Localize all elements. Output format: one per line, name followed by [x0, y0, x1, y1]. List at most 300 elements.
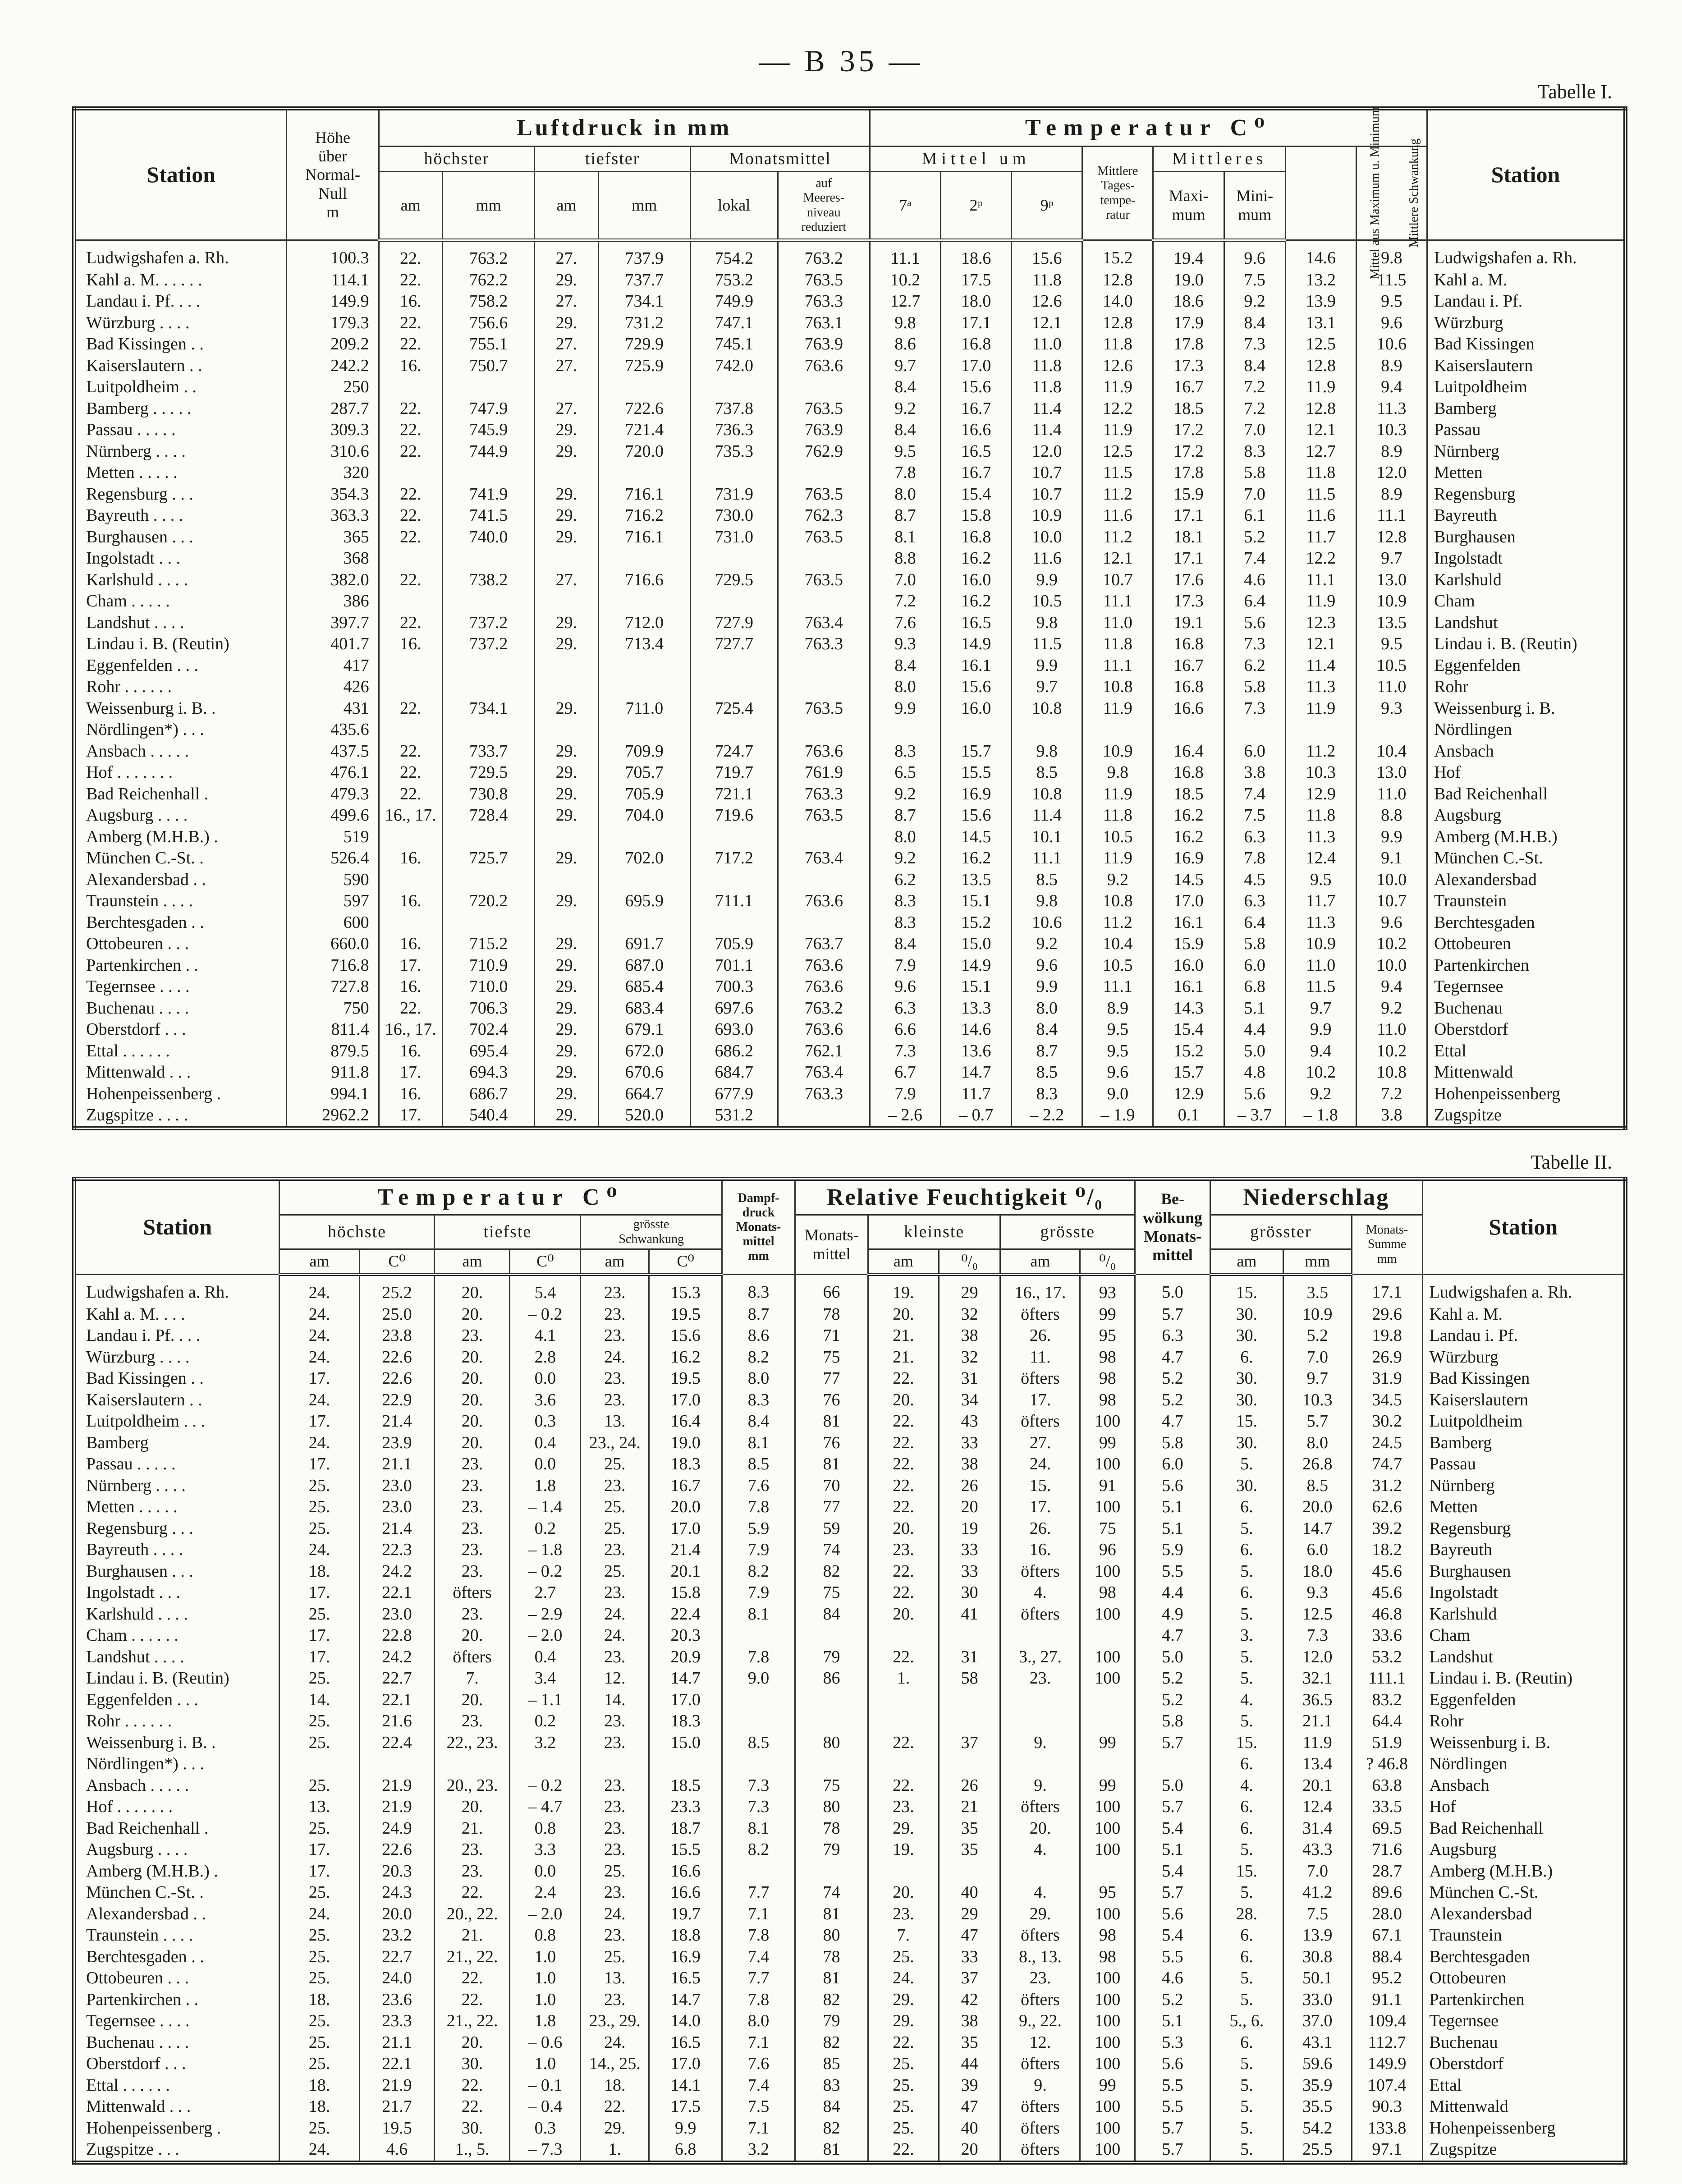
cell-mm: 762.9: [778, 441, 870, 463]
cell-ga2: 29.: [1000, 1904, 1080, 1925]
cell-hm: [442, 912, 534, 934]
cell-ga: 25.: [581, 1518, 649, 1540]
table-row: [74, 1946, 1626, 1968]
cell-t2: 15.6: [941, 805, 1012, 826]
cell-mn: 7.5: [1224, 270, 1285, 291]
cell-s: Ettal . . . . . .: [74, 2075, 280, 2097]
cell-gc: 17.0: [649, 1518, 722, 1540]
cell-ga: 24.: [581, 2032, 649, 2054]
cell-ka: [868, 1711, 939, 1732]
cell-gp: 99: [1080, 1732, 1135, 1754]
cell-mm: 763.2: [778, 998, 870, 1019]
cell-s: Kahl a. M. . . .: [74, 1304, 280, 1326]
cell-ta: 23.: [435, 1454, 510, 1475]
cell-h: 435.6: [287, 719, 379, 741]
cell-ta: 23.: [435, 1839, 510, 1861]
cell-ns: 34.5: [1352, 1390, 1422, 1411]
cell-dd: 8.1: [722, 1604, 795, 1625]
cell-t9: 11.5: [1012, 633, 1082, 655]
cell-s2: Buchenau: [1422, 2032, 1625, 2054]
cell-gp: 100: [1080, 1561, 1135, 1583]
cell-bw: 4.9: [1135, 1604, 1210, 1625]
cell-tm: [598, 676, 690, 698]
cell-mn: 5.8: [1224, 933, 1285, 955]
cell-fm: 81: [795, 1968, 868, 1989]
cell-ma: 14.6: [1285, 240, 1356, 270]
cell-s2: Hohenpeissenberg: [1427, 1083, 1625, 1105]
cell-ha: 22.: [379, 784, 442, 805]
cell-ns: 45.6: [1352, 1561, 1422, 1583]
cell-bw: 5.2: [1135, 1390, 1210, 1411]
cell-ka: 25.: [868, 2096, 939, 2118]
cell-kp: 31: [939, 1368, 1000, 1390]
cell-na: 15.: [1210, 1732, 1283, 1754]
cell-ma: 10.3: [1285, 762, 1356, 784]
table-row: [74, 869, 1626, 891]
cell-ga: 24.: [581, 1904, 649, 1925]
cell-ta: 20.: [435, 1689, 510, 1711]
cell-ns: 39.2: [1352, 1518, 1422, 1540]
cell-ma: – 1.8: [1285, 1105, 1356, 1128]
cell-t2: 16.9: [941, 784, 1012, 805]
cell-ta: 29.: [535, 955, 598, 977]
cell-mx: 16.8: [1153, 676, 1224, 698]
cell-na: 5.: [1210, 2139, 1283, 2162]
table-row: [74, 1861, 1626, 1882]
cell-tg: 10.4: [1082, 933, 1153, 955]
cell-ga2: 4.: [1000, 1839, 1080, 1861]
cell-gc: 14.1: [649, 2075, 722, 2097]
cell-hm: [442, 676, 534, 698]
tiefster-am-header: am: [535, 172, 598, 240]
cell-bw: 5.8: [1135, 1432, 1210, 1454]
cell-tc: 2.4: [510, 1882, 581, 1904]
cell-t2: 16.6: [941, 419, 1012, 441]
cell-dd: 7.8: [722, 1647, 795, 1668]
cell-s2: Ludwigshafen a. Rh.: [1422, 1275, 1625, 1304]
cell-dd: [722, 1625, 795, 1647]
table1-station-header-right: Station: [1427, 109, 1625, 240]
cell-t9: 10.8: [1012, 698, 1082, 720]
cell-nm: 13.4: [1283, 1753, 1352, 1775]
cell-h: 114.1: [287, 270, 379, 291]
cell-t2: 17.5: [941, 270, 1012, 291]
table2-station-header: Station: [74, 1179, 280, 1275]
cell-hm: 729.5: [442, 762, 534, 784]
cell-nm: 20.0: [1283, 1496, 1352, 1518]
cell-mx: 16.2: [1153, 826, 1224, 848]
table-row: [74, 355, 1626, 377]
cell-s2: Rohr: [1422, 1711, 1625, 1732]
cell-mx: 12.9: [1153, 1083, 1224, 1105]
cell-gc: 20.0: [649, 1496, 722, 1518]
cell-h: 320: [287, 462, 379, 484]
table-row: [74, 1818, 1626, 1840]
cell-ga: 23.: [581, 1390, 649, 1411]
cell-na: 28.: [1210, 1904, 1283, 1925]
minimum-header: Mini- mum: [1224, 172, 1285, 240]
niederschlag-am-header: am: [1210, 1249, 1283, 1275]
cell-dd: 8.5: [722, 1454, 795, 1475]
cell-hm: 750.7: [442, 355, 534, 377]
cell-mm: 763.4: [778, 848, 870, 869]
cell-sw: 12.8: [1356, 527, 1427, 548]
cell-tg: 10.5: [1082, 955, 1153, 977]
cell-ml: [690, 826, 778, 848]
cell-s: Bad Reichenhall .: [74, 784, 287, 805]
table-row: [74, 1475, 1626, 1497]
cell-sw: 8.8: [1356, 805, 1427, 826]
cell-kp: 38: [939, 2010, 1000, 2032]
dampfdruck-header: Dampf- druck Monats- mittel mm: [722, 1179, 795, 1275]
cell-na: 5.: [1210, 2075, 1283, 2097]
cell-ha: 22.: [379, 762, 442, 784]
cell-ml: [690, 548, 778, 569]
cell-tc: 0.8: [510, 1925, 581, 1946]
table-row: [74, 1625, 1626, 1647]
cell-tg: 11.9: [1082, 376, 1153, 398]
cell-kp: 33: [939, 1539, 1000, 1561]
table-row: [74, 1518, 1626, 1540]
cell-ha: 17.: [379, 955, 442, 977]
cell-dd: 7.4: [722, 2075, 795, 2097]
cell-s: Regensburg . . .: [74, 484, 287, 505]
cell-t2: 15.1: [941, 976, 1012, 998]
table-row: [74, 548, 1626, 569]
cell-ga: 25.: [581, 1861, 649, 1882]
cell-t9: 12.0: [1012, 441, 1082, 463]
cell-gp: 100: [1080, 2118, 1135, 2139]
schwankung-am-header: am: [581, 1249, 649, 1275]
cell-tm: 721.4: [598, 419, 690, 441]
cell-ns: 30.2: [1352, 1411, 1422, 1432]
cell-h: 365: [287, 527, 379, 548]
cell-s: Rohr . . . . . .: [74, 1711, 280, 1732]
cell-ha: 24.: [280, 1904, 359, 1925]
cell-ha: [379, 655, 442, 677]
cell-mn: [1224, 719, 1285, 741]
cell-ga2: 9.: [1000, 1732, 1080, 1754]
cell-mn: 5.2: [1224, 527, 1285, 548]
cell-ta: 22.: [435, 1882, 510, 1904]
cell-dd: 7.1: [722, 2118, 795, 2139]
cell-mm: 763.4: [778, 1062, 870, 1083]
cell-ga: 23., 24.: [581, 1432, 649, 1454]
cell-s: Alexandersbad . .: [74, 1904, 280, 1925]
cell-s2: Alexandersbad: [1422, 1904, 1625, 1925]
cell-ml: 684.7: [690, 1062, 778, 1083]
cell-ga2: öfters: [1000, 2118, 1080, 2139]
cell-hm: 710.0: [442, 976, 534, 998]
cell-ml: [690, 655, 778, 677]
cell-ga2: öfters: [1000, 1304, 1080, 1326]
cell-ha: 22.: [379, 527, 442, 548]
cell-ma: 11.8: [1285, 462, 1356, 484]
cell-t2: 14.6: [941, 1019, 1012, 1041]
cell-kp: 30: [939, 1582, 1000, 1604]
cell-na: 15.: [1210, 1411, 1283, 1432]
cell-s: Lindau i. B. (Reutin): [74, 633, 287, 655]
cell-mm: 763.4: [778, 612, 870, 634]
cell-mm: [778, 462, 870, 484]
table-row: [74, 1904, 1626, 1925]
cell-ta: 23.: [435, 1325, 510, 1347]
cell-bw: 5.6: [1135, 1904, 1210, 1925]
cell-nm: 37.0: [1283, 2010, 1352, 2032]
cell-t9: 10.6: [1012, 912, 1082, 934]
cell-tc: 1.0: [510, 1968, 581, 1989]
cell-ml: [690, 719, 778, 741]
cell-dd: 8.2: [722, 1839, 795, 1861]
table-row: [74, 1753, 1626, 1775]
cell-ka: 22.: [868, 1368, 939, 1390]
cell-s: Cham . . . . .: [74, 591, 287, 612]
cell-s: Lindau i. B. (Reutin): [74, 1668, 280, 1689]
mittel-aus-max-min-header: Mittel aus Maximum u. Minimum: [1285, 147, 1356, 240]
mittel-um-header: Mittel um: [870, 147, 1082, 172]
cell-gp: [1080, 1711, 1135, 1732]
cell-s: Oberstdorf . . .: [74, 2053, 280, 2075]
cell-tc: 1.8: [510, 1475, 581, 1497]
cell-s2: Amberg (M.H.B.): [1427, 826, 1625, 848]
cell-tg: 10.5: [1082, 826, 1153, 848]
cell-mx: 18.6: [1153, 291, 1224, 312]
cell-gp: 93: [1080, 1275, 1135, 1304]
hoechste-header: höchste: [280, 1215, 435, 1249]
kleinste-header: kleinste: [868, 1215, 1000, 1249]
cell-dd: 7.9: [722, 1539, 795, 1561]
table-row: [74, 762, 1626, 784]
cell-tm: 679.1: [598, 1019, 690, 1041]
cell-fm: 79: [795, 1647, 868, 1668]
cell-na: 6.: [1210, 1925, 1283, 1946]
groesste-am-header: am: [1000, 1249, 1080, 1275]
cell-h: 242.2: [287, 355, 379, 377]
cell-ta: 27.: [535, 355, 598, 377]
cell-sw: 9.4: [1356, 976, 1427, 998]
cell-ga2: 9.: [1000, 2075, 1080, 2097]
cell-ka: 7.: [868, 1925, 939, 1946]
cell-mm: 763.6: [778, 355, 870, 377]
cell-ma: 12.5: [1285, 334, 1356, 355]
cell-bw: 5.7: [1135, 1882, 1210, 1904]
cell-t9: 8.7: [1012, 1041, 1082, 1062]
cell-s: Traunstein . . . .: [74, 890, 287, 912]
cell-ta: öfters: [435, 1647, 510, 1668]
cell-tc: – 7.3: [510, 2139, 581, 2162]
cell-s: Mittenwald . . .: [74, 2096, 280, 2118]
cell-ta: 29.: [535, 976, 598, 998]
cell-t2: 15.2: [941, 912, 1012, 934]
cell-ka: 22.: [868, 1647, 939, 1668]
cell-fm: 81: [795, 1904, 868, 1925]
cell-sw: 8.9: [1356, 441, 1427, 463]
cell-nm: 14.7: [1283, 1518, 1352, 1540]
cell-bw: 5.0: [1135, 1275, 1210, 1304]
cell-t7: 8.3: [870, 890, 940, 912]
cell-ka: [868, 1625, 939, 1647]
cell-kp: 32: [939, 1304, 1000, 1326]
cell-hc: 22.7: [359, 1946, 435, 1968]
cell-mn: 5.0: [1224, 1041, 1285, 1062]
table-row: [74, 1711, 1626, 1732]
table-row: [74, 1041, 1626, 1062]
cell-ta: 29.: [535, 1105, 598, 1128]
cell-ga2: [1000, 1689, 1080, 1711]
cell-h: 727.8: [287, 976, 379, 998]
cell-ns: 64.4: [1352, 1711, 1422, 1732]
cell-tg: 11.2: [1082, 527, 1153, 548]
cell-ka: 20.: [868, 1604, 939, 1625]
cell-ha: [379, 462, 442, 484]
cell-sw: 12.0: [1356, 462, 1427, 484]
cell-t9: [1012, 719, 1082, 741]
cell-mx: 16.4: [1153, 741, 1224, 762]
cell-ha: 16.: [379, 1041, 442, 1062]
cell-t7: 8.0: [870, 484, 940, 505]
cell-nm: 7.3: [1283, 1625, 1352, 1647]
cell-hm: 725.7: [442, 848, 534, 869]
cell-dd: 8.0: [722, 1368, 795, 1390]
cell-mx: 17.1: [1153, 505, 1224, 527]
cell-dd: 8.3: [722, 1275, 795, 1304]
cell-ml: 693.0: [690, 1019, 778, 1041]
cell-t9: 8.0: [1012, 998, 1082, 1019]
cell-tc: 5.4: [510, 1275, 581, 1304]
cell-mx: 15.2: [1153, 1041, 1224, 1062]
cell-gp: 98: [1080, 1925, 1135, 1946]
cell-ns: 149.9: [1352, 2053, 1422, 2075]
cell-mm: [778, 912, 870, 934]
cell-gp: 98: [1080, 1582, 1135, 1604]
cell-s2: Ingolstadt: [1427, 548, 1625, 569]
cell-s2: Karlshuld: [1427, 569, 1625, 591]
cell-tm: 729.9: [598, 334, 690, 355]
cell-s2: Metten: [1427, 462, 1625, 484]
cell-bw: 5.7: [1135, 1796, 1210, 1818]
cell-tg: 11.2: [1082, 484, 1153, 505]
cell-ha: 16.: [379, 976, 442, 998]
cell-mn: 4.8: [1224, 1062, 1285, 1083]
cell-fm: 82: [795, 2032, 868, 2054]
cell-tm: 737.7: [598, 270, 690, 291]
cell-ka: 23.: [868, 1904, 939, 1925]
cell-tc: 0.2: [510, 1711, 581, 1732]
cell-ns: 97.1: [1352, 2139, 1422, 2162]
cell-tm: 716.6: [598, 569, 690, 591]
cell-kp: 29: [939, 1275, 1000, 1304]
cell-ga: 23.: [581, 1325, 649, 1347]
cell-hc: 22.8: [359, 1625, 435, 1647]
cell-gp: 98: [1080, 1347, 1135, 1368]
cell-kp: 26: [939, 1775, 1000, 1797]
cell-na: 5.: [1210, 1882, 1283, 1904]
cell-t9: 8.5: [1012, 762, 1082, 784]
cell-t9: 10.7: [1012, 462, 1082, 484]
cell-s: Hof . . . . . . .: [74, 1796, 280, 1818]
cell-nm: 11.9: [1283, 1732, 1352, 1754]
cell-bw: 5.6: [1135, 2053, 1210, 2075]
cell-dd: [722, 1689, 795, 1711]
cell-s: Cham . . . . . .: [74, 1625, 280, 1647]
cell-ta: 29.: [535, 1062, 598, 1083]
cell-kp: 37: [939, 1968, 1000, 1989]
cell-ga2: 16., 17.: [1000, 1275, 1080, 1304]
table-row: [74, 1275, 1626, 1304]
cell-fm: 74: [795, 1882, 868, 1904]
cell-fm: 80: [795, 1732, 868, 1754]
cell-mx: 19.4: [1153, 240, 1224, 270]
cell-ga: 24.: [581, 1347, 649, 1368]
cell-ml: 700.3: [690, 976, 778, 998]
cell-na: 5.: [1210, 1604, 1283, 1625]
cell-bw: 6.3: [1135, 1325, 1210, 1347]
cell-nm: 18.0: [1283, 1561, 1352, 1583]
cell-t9: 10.7: [1012, 484, 1082, 505]
cell-ta: 29.: [535, 441, 598, 463]
cell-gp: [1080, 1689, 1135, 1711]
cell-t7: 9.2: [870, 784, 940, 805]
cell-ka: 20.: [868, 1304, 939, 1326]
cell-t9: 11.8: [1012, 270, 1082, 291]
cell-s2: Bad Kissingen: [1422, 1368, 1625, 1390]
cell-h: 250: [287, 376, 379, 398]
cell-ta: 29.: [535, 848, 598, 869]
meeresniveau-header: auf Meeres- niveau reduziert: [778, 172, 870, 240]
cell-ga: 23.: [581, 1275, 649, 1304]
cell-tm: 702.0: [598, 848, 690, 869]
cell-t2: 16.5: [941, 441, 1012, 463]
cell-mn: 6.4: [1224, 912, 1285, 934]
cell-t7: 6.3: [870, 998, 940, 1019]
cell-dd: 8.4: [722, 1411, 795, 1432]
cell-s2: Kaiserslautern: [1422, 1390, 1625, 1411]
cell-ka: 22.: [868, 1775, 939, 1797]
table-row: [74, 1989, 1626, 2011]
cell-ha: 22.: [379, 484, 442, 505]
tiefste-header: tiefste: [435, 1215, 581, 1249]
cell-kp: 33: [939, 1946, 1000, 1968]
cell-t2: 16.2: [941, 848, 1012, 869]
cell-sw: 9.2: [1356, 998, 1427, 1019]
cell-mm: 763.5: [778, 698, 870, 720]
cell-h: 209.2: [287, 334, 379, 355]
cell-mm: 763.7: [778, 933, 870, 955]
cell-dd: 7.6: [722, 2053, 795, 2075]
cell-gp: [1080, 1753, 1135, 1775]
cell-nm: 43.3: [1283, 1839, 1352, 1861]
kleinste-am-header: am: [868, 1249, 939, 1275]
cell-ha: 25.: [280, 2053, 359, 2075]
cell-na: 6.: [1210, 1539, 1283, 1561]
cell-kp: 33: [939, 1561, 1000, 1583]
cell-s: Bayreuth . . . .: [74, 1539, 280, 1561]
cell-tm: 725.9: [598, 355, 690, 377]
cell-bw: 5.6: [1135, 1475, 1210, 1497]
cell-ns: 90.3: [1352, 2096, 1422, 2118]
cell-hc: 23.6: [359, 1989, 435, 2011]
cell-ha: 24.: [280, 1347, 359, 1368]
cell-ml: 729.5: [690, 569, 778, 591]
cell-s: München C.-St. .: [74, 1882, 280, 1904]
cell-ha: 25.: [280, 1968, 359, 1989]
cell-ta: 20., 22.: [435, 1904, 510, 1925]
cell-fm: 75: [795, 1582, 868, 1604]
cell-hc: 21.7: [359, 2096, 435, 2118]
cell-ga2: [1000, 1711, 1080, 1732]
cell-dd: 9.0: [722, 1668, 795, 1689]
cell-gp: 98: [1080, 1946, 1135, 1968]
